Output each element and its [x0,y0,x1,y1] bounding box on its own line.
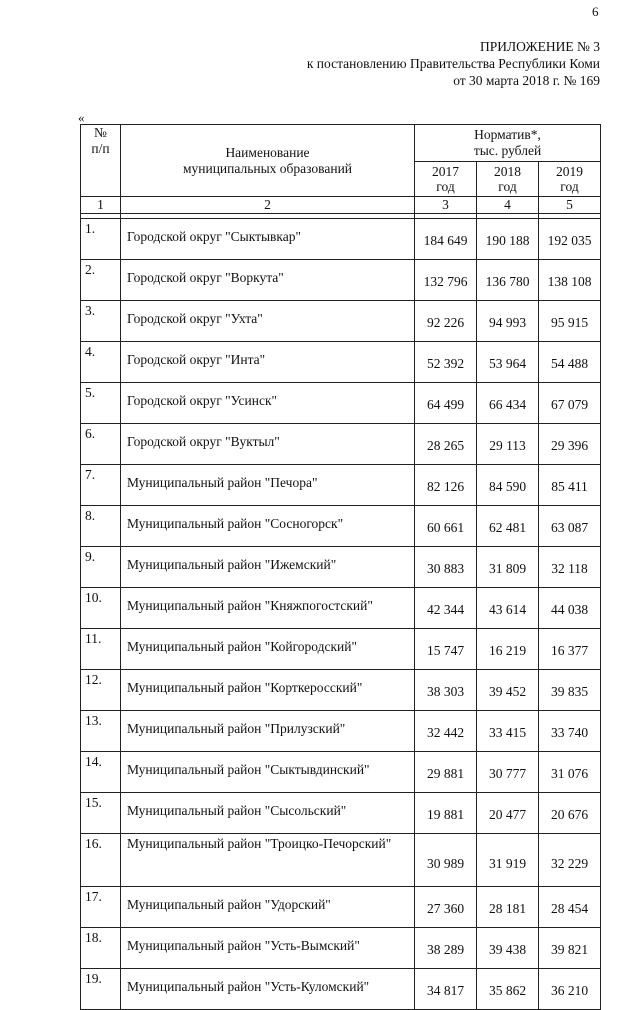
table-row [81,629,601,670]
norm-2017: 34 817 [415,969,477,1010]
municipality-name: Городской округ "Усинск" [121,383,415,424]
norm-2017: 27 360 [415,887,477,928]
page-number: 6 [592,4,599,19]
row-number: 14. [81,752,121,793]
column-index: 3 [415,197,477,214]
municipality-name: Муниципальный район "Койгородский" [121,629,415,670]
norm-2018: 31 809 [477,547,539,588]
norm-2018: 29 113 [477,424,539,465]
opening-quote: « [78,110,85,125]
municipality-name: Муниципальный район "Усть-Вымский" [121,928,415,969]
table-row [81,260,601,301]
municipality-name: Муниципальный район "Сыктывдинский" [121,752,415,793]
norm-2018: 31 919 [477,834,539,887]
norm-2017: 29 881 [415,752,477,793]
row-number: 12. [81,670,121,711]
norm-2018: 20 477 [477,793,539,834]
table-body [81,219,601,1010]
table-row [81,342,601,383]
norm-2018: 62 481 [477,506,539,547]
norm-2019: 36 210 [539,969,601,1010]
norm-2018: 30 777 [477,752,539,793]
municipality-name: Муниципальный район "Удорский" [121,887,415,928]
norm-2019: 28 454 [539,887,601,928]
norm-2017: 30 989 [415,834,477,887]
municipality-name: Муниципальный район "Прилузский" [121,711,415,752]
table-row [81,465,601,506]
norm-2017: 132 796 [415,260,477,301]
norm-2018: 136 780 [477,260,539,301]
norm-2017: 42 344 [415,588,477,629]
norm-2017: 28 265 [415,424,477,465]
row-number: 17. [81,887,121,928]
table-row [81,547,601,588]
row-number: 7. [81,465,121,506]
norm-2019: 39 821 [539,928,601,969]
norm-2019: 33 740 [539,711,601,752]
row-number: 10. [81,588,121,629]
norm-2019: 138 108 [539,260,601,301]
municipality-name: Муниципальный район "Ижемский" [121,547,415,588]
table-row [81,887,601,928]
table-header [81,125,601,219]
norm-2017: 30 883 [415,547,477,588]
municipality-name: Муниципальный район "Усть-Куломский" [121,969,415,1010]
column-header-number: № п/п [81,125,121,197]
municipality-name: Городской округ "Сыктывкар" [121,219,415,260]
appendix-date: от 30 марта 2018 г. № 169 [453,73,600,88]
norm-2018: 39 452 [477,670,539,711]
municipality-name: Муниципальный район "Троицко-Печорский" [121,834,415,887]
norm-2019: 39 835 [539,670,601,711]
table-row [81,301,601,342]
row-number: 16. [81,834,121,887]
norm-2017: 92 226 [415,301,477,342]
municipality-name: Муниципальный район "Сосногорск" [121,506,415,547]
column-header-name: Наименование муниципальных образований [121,125,415,197]
norm-2019: 16 377 [539,629,601,670]
norm-2017: 52 392 [415,342,477,383]
norm-2018: 43 614 [477,588,539,629]
table-row [81,506,601,547]
document-header [307,38,600,89]
column-header-year-2018: 2018 год [477,162,539,197]
municipality-name: Муниципальный район "Корткеросский" [121,670,415,711]
norm-2017: 184 649 [415,219,477,260]
row-number: 18. [81,928,121,969]
municipality-name: Городской округ "Вуктыл" [121,424,415,465]
norm-2019: 31 076 [539,752,601,793]
row-number: 5. [81,383,121,424]
row-number: 11. [81,629,121,670]
table-row [81,219,601,260]
norm-2018: 39 438 [477,928,539,969]
row-number: 2. [81,260,121,301]
norm-2017: 82 126 [415,465,477,506]
norm-2019: 95 915 [539,301,601,342]
table-row [81,969,601,1010]
norm-2018: 66 434 [477,383,539,424]
municipality-name: Городской округ "Ухта" [121,301,415,342]
row-number: 8. [81,506,121,547]
norm-2019: 192 035 [539,219,601,260]
appendix-title: ПРИЛОЖЕНИЕ № 3 [479,39,600,54]
norm-2017: 60 661 [415,506,477,547]
norm-2018: 94 993 [477,301,539,342]
row-number: 9. [81,547,121,588]
row-number: 19. [81,969,121,1010]
norm-2018: 35 862 [477,969,539,1010]
municipality-name: Городской округ "Воркута" [121,260,415,301]
municipality-name: Муниципальный район "Печора" [121,465,415,506]
norm-2017: 38 303 [415,670,477,711]
row-number: 15. [81,793,121,834]
norms-table [80,124,601,1010]
table-row [81,834,601,887]
norm-2018: 84 590 [477,465,539,506]
norm-2019: 67 079 [539,383,601,424]
norm-2017: 19 881 [415,793,477,834]
column-index-row [81,197,601,214]
table-row [81,670,601,711]
norm-2018: 190 188 [477,219,539,260]
row-number: 6. [81,424,121,465]
row-number: 1. [81,219,121,260]
column-index: 4 [477,197,539,214]
norm-2017: 64 499 [415,383,477,424]
norm-2018: 33 415 [477,711,539,752]
norm-2017: 38 289 [415,928,477,969]
table-row [81,928,601,969]
municipality-name: Городской округ "Инта" [121,342,415,383]
table-row [81,424,601,465]
norm-2019: 85 411 [539,465,601,506]
norm-2019: 54 488 [539,342,601,383]
table-row [81,383,601,424]
norm-2017: 32 442 [415,711,477,752]
column-header-year-2019: 2019 год [539,162,601,197]
norm-2019: 63 087 [539,506,601,547]
appendix-reference: к постановлению Правительства Республики Коми [306,56,600,71]
norm-2019: 44 038 [539,588,601,629]
norm-2019: 20 676 [539,793,601,834]
column-header-norm: Норматив*, тыс. рублей [415,125,601,162]
column-header-year-2017: 2017 год [415,162,477,197]
norm-2018: 53 964 [477,342,539,383]
municipality-name: Муниципальный район "Княжпогостский" [121,588,415,629]
row-number: 4. [81,342,121,383]
column-index: 5 [539,197,601,214]
column-index: 1 [81,197,121,214]
norm-2019: 32 118 [539,547,601,588]
row-number: 3. [81,301,121,342]
norm-2018: 16 219 [477,629,539,670]
table-row [81,752,601,793]
norm-2019: 29 396 [539,424,601,465]
municipality-name: Муниципальный район "Сысольский" [121,793,415,834]
table-row [81,793,601,834]
row-number: 13. [81,711,121,752]
column-index: 2 [121,197,415,214]
norm-2017: 15 747 [415,629,477,670]
norm-2019: 32 229 [539,834,601,887]
norm-2018: 28 181 [477,887,539,928]
table-row [81,711,601,752]
table-row [81,588,601,629]
